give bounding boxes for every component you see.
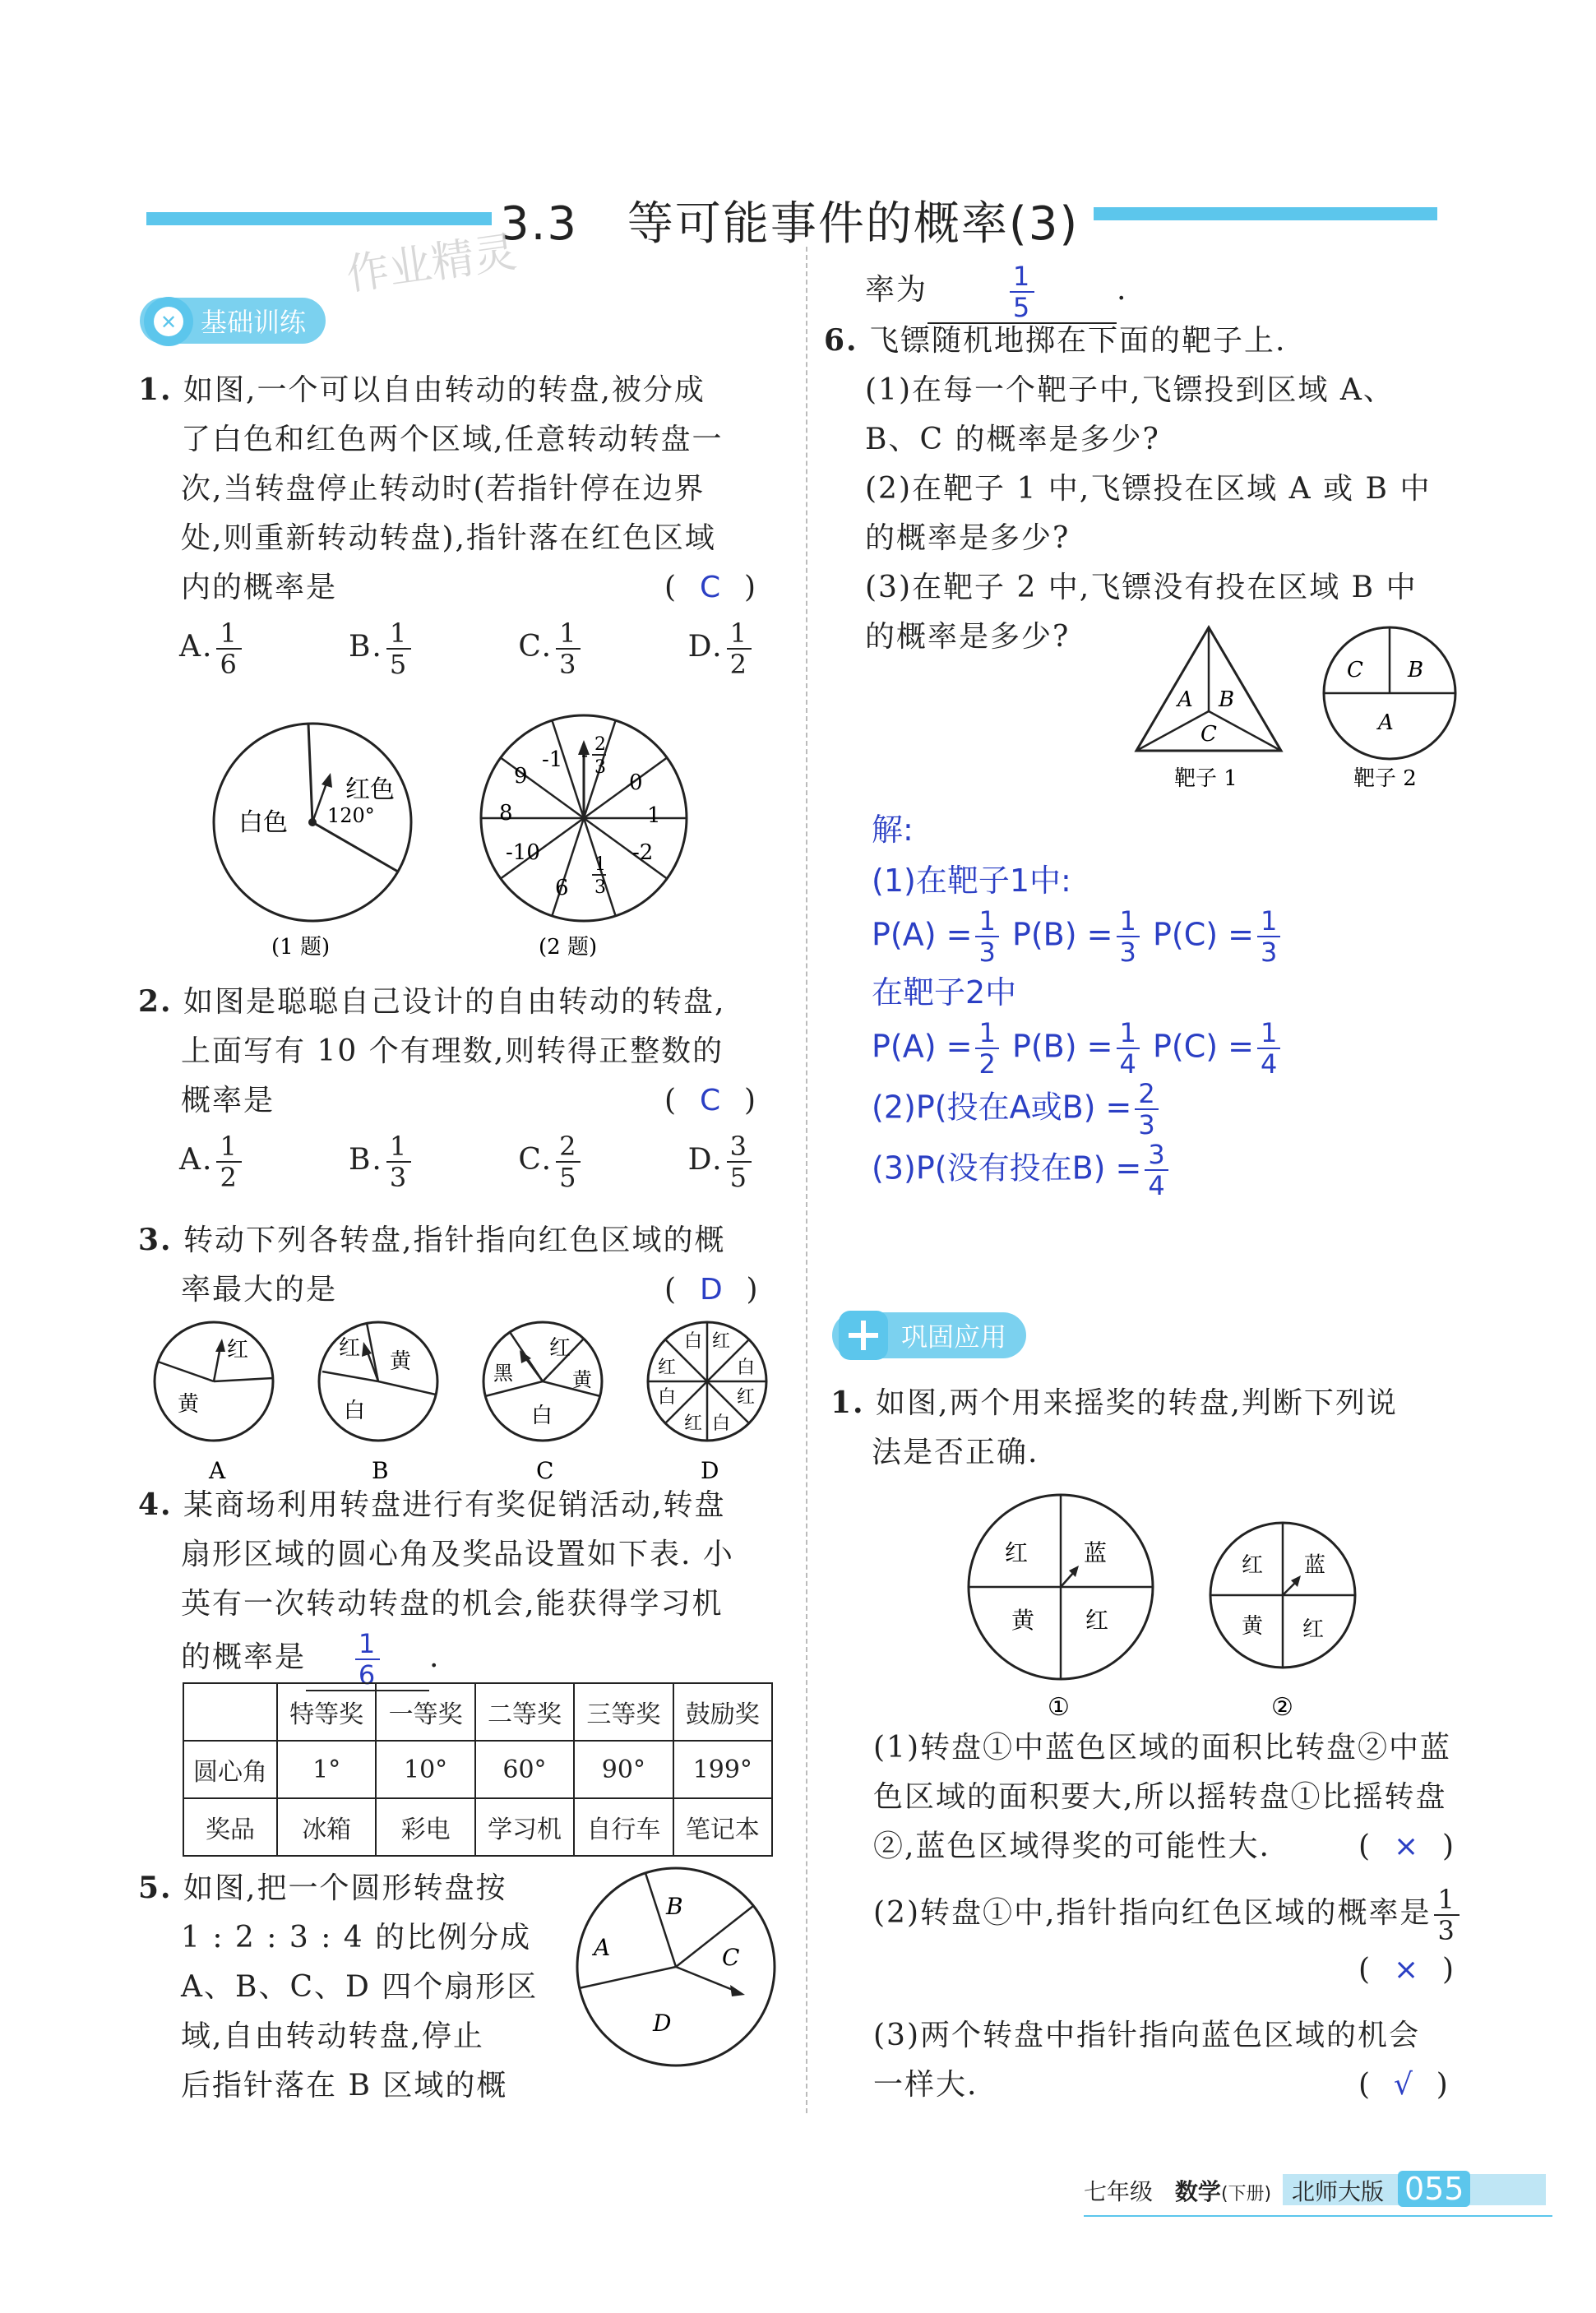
- question-5: [138, 1863, 566, 2111]
- q1-opt-d-label: D.: [687, 630, 724, 664]
- q2-opt-d-label: D.: [687, 1143, 724, 1177]
- q1-fig-white: 白色: [238, 808, 288, 837]
- q1-line-5: 内的概率是: [181, 571, 338, 604]
- q2-frac2-d: 3: [594, 877, 606, 898]
- q2-opt-a-d: 2: [220, 1162, 238, 1193]
- q3b-r1: 黄: [390, 1349, 412, 1374]
- question-1: [138, 365, 779, 613]
- q6-line-2: (1)在每一个靶子中,飞镖投到区域 A、: [865, 373, 1395, 407]
- solution-line-2: 在靶子2中: [872, 974, 1017, 1011]
- apply-q1-line-2: 法是否正确.: [872, 1436, 1039, 1469]
- t1-pc-n: 1: [1257, 906, 1280, 937]
- q5-answer-n: 1: [1010, 261, 1034, 293]
- table-cell: 60°: [475, 1741, 574, 1798]
- apply-s1-line-1: (1)转盘①中蓝色区域的面积比转盘②中蓝: [873, 1731, 1451, 1765]
- q1-option-b[interactable]: [349, 618, 414, 679]
- t2-b: B: [1408, 658, 1424, 682]
- q2-num-6: 6: [555, 876, 569, 900]
- q3c-r2: 黄: [572, 1368, 592, 1391]
- apply-s1-line-2: 色区域的面积要大,所以摇转盘①比摇转盘: [873, 1780, 1447, 1814]
- t1-pa: P(A) =: [872, 916, 973, 953]
- q4-number: 4.: [138, 1487, 173, 1522]
- q1-fig-caption: (1 题): [271, 935, 331, 960]
- q1-line-2: 了白色和红色两个区域,任意转动转盘一: [181, 423, 724, 456]
- s2-r0: 红: [1242, 1553, 1264, 1578]
- q2-num-8: 8: [499, 801, 513, 826]
- t1-caption: 靶子 1: [1174, 766, 1237, 791]
- q2-opt-d-d: 5: [729, 1162, 748, 1193]
- q5-line-cont: 率为: [865, 273, 928, 307]
- apply-s2-answer: ×: [1393, 1953, 1421, 1987]
- table-cell: 199°: [673, 1741, 772, 1798]
- t2-c: C: [1347, 658, 1363, 682]
- t2-pc: P(C) =: [1152, 1028, 1254, 1065]
- q1-line-4: 处,则重新转动转盘),指针落在红色区域: [181, 521, 716, 555]
- footer-grade: 七年级: [1084, 2178, 1154, 2205]
- t1-pc-d: 3: [1260, 937, 1278, 968]
- p2-n: 2: [1135, 1079, 1158, 1110]
- q3d-r6: 白: [658, 1387, 677, 1408]
- apply-q1-number: 1.: [830, 1385, 865, 1420]
- q2-opt-a-label: A.: [179, 1143, 214, 1177]
- q1-option-c[interactable]: [518, 618, 584, 679]
- page-number: 055: [1398, 2171, 1471, 2207]
- q1-opt-b-d: 5: [389, 649, 409, 680]
- q2-line-3: 概率是: [181, 1084, 275, 1117]
- q5-fig-c: C: [722, 1944, 740, 1971]
- basic-banner: [140, 298, 326, 344]
- t1-pa-n: 1: [975, 906, 998, 937]
- q2-figure: [473, 707, 695, 970]
- solution-title: 解:: [872, 812, 914, 848]
- q3d-r7: 红: [658, 1358, 677, 1378]
- q1-opt-c-n: 1: [556, 618, 581, 650]
- s1-r0: 红: [1005, 1539, 1029, 1566]
- q3-spinners: [148, 1314, 789, 1495]
- q2-number: 2.: [138, 984, 173, 1019]
- q3c-r1: 黑: [493, 1362, 513, 1385]
- apply-s1-bracket: ( × ): [1358, 1830, 1456, 1863]
- q2-opt-b-n: 1: [386, 1131, 411, 1163]
- table-row: [183, 1741, 772, 1798]
- spoke-line: [552, 818, 584, 916]
- t2-pb-n: 1: [1117, 1018, 1140, 1049]
- q6-line-7: 的概率是多少?: [865, 620, 1071, 654]
- apply-s3-bracket: ( √ ): [1358, 2068, 1450, 2102]
- q1-opt-b-n: 1: [386, 618, 411, 650]
- q1-opt-a-label: A.: [179, 630, 214, 664]
- q3c-r0: 红: [549, 1336, 571, 1361]
- footer: [1084, 2171, 1470, 2207]
- q4-line-3: 英有一次转动转盘的机会,能获得学习机: [181, 1587, 724, 1621]
- apply-s2-d: 3: [1437, 1915, 1456, 1946]
- q2-num-0: 0: [629, 770, 643, 795]
- apply-question-1: [830, 1378, 1488, 1478]
- solution-p2: [872, 1079, 1284, 1140]
- q1-fig-red: 红色: [345, 775, 395, 804]
- table-cell: 90°: [574, 1741, 673, 1798]
- t1-pb-d: 3: [1119, 937, 1136, 968]
- q5-line-1: 如图,把一个圆形转盘按: [183, 1871, 507, 1905]
- p2-d: 3: [1138, 1109, 1155, 1140]
- table-cell: 1°: [277, 1741, 376, 1798]
- q1-opt-b-label: B.: [348, 630, 383, 664]
- prize-table: [183, 1682, 773, 1857]
- apply-q1-line-1: 如图,两个用来摇奖的转盘,判断下列说: [876, 1386, 1398, 1420]
- q2-num-1: 1: [647, 803, 661, 828]
- q3a-label: A: [209, 1457, 226, 1484]
- table-cell: 鼓励奖: [673, 1683, 772, 1741]
- q3-number: 3.: [138, 1223, 173, 1257]
- target-1: [1136, 627, 1281, 791]
- footer-subject: 数学: [1174, 2178, 1221, 2205]
- q5-figure: [569, 1860, 783, 2074]
- basic-banner-label: 基础训练: [201, 307, 307, 338]
- q2-opt-c-label: C.: [518, 1143, 553, 1177]
- q2-frac1-sign: -: [581, 743, 589, 766]
- spinner-2: [1210, 1523, 1355, 1722]
- q2-answer: C: [699, 1084, 723, 1117]
- table-cell: 10°: [376, 1741, 474, 1798]
- s1-caption: ①: [1048, 1693, 1070, 1722]
- q3-spinner-c: [483, 1322, 602, 1484]
- t2-pb: P(B) =: [1011, 1028, 1113, 1065]
- page-title: [500, 187, 1079, 253]
- p3-d: 4: [1148, 1170, 1165, 1201]
- q6-line-4: (2)在靶子 1 中,飞镖投在区域 A 或 B 中: [865, 472, 1432, 506]
- q2-frac1-d: 3: [594, 757, 606, 778]
- question-6: [824, 316, 1482, 662]
- table-cell: 冰箱: [277, 1798, 376, 1856]
- q5-line-4: 域,自由转动转盘,停止: [181, 2019, 484, 2053]
- q5-fig-a: A: [594, 1934, 611, 1961]
- q4-line-2: 扇形区域的圆心角及奖品设置如下表. 小: [181, 1538, 734, 1571]
- q5-line-5: 后指针落在 B 区域的概: [181, 2069, 508, 2103]
- apply-s1-answer: ×: [1393, 1830, 1421, 1863]
- q3c-r3: 白: [531, 1404, 553, 1428]
- apply-s2-bracket: ( × ): [1358, 1953, 1456, 1987]
- q1-opt-d-d: 2: [729, 649, 748, 680]
- apply-s1-line-3: ②,蓝色区域得奖的可能性大.: [873, 1830, 1270, 1863]
- q4-answer-d: 6: [358, 1659, 377, 1691]
- q3d-label: D: [701, 1457, 719, 1484]
- q6-targets: [1126, 621, 1472, 802]
- q2-frac1-n: 2: [594, 734, 606, 755]
- apply-banner-label: 巩固应用: [901, 1321, 1007, 1353]
- q3-spinner-b: [319, 1322, 437, 1484]
- q2-opt-b-d: 3: [389, 1162, 409, 1193]
- footer-line: [1084, 2215, 1552, 2217]
- table-cell: 彩电: [376, 1798, 474, 1856]
- q2-num-neg10: -10: [506, 840, 540, 865]
- table-cell: 三等奖: [574, 1683, 673, 1741]
- q2-option-b[interactable]: [349, 1131, 414, 1192]
- t2-pc-d: 4: [1260, 1048, 1278, 1080]
- q6-number: 6.: [824, 323, 858, 358]
- solution-p3: [872, 1140, 1284, 1200]
- apply-banner: [832, 1312, 1026, 1358]
- q2-opt-a-n: 1: [216, 1131, 241, 1163]
- solution-t2: [872, 1018, 1284, 1079]
- apply-statement-3: [873, 2011, 1482, 2110]
- title-bar-left: [146, 212, 492, 225]
- t2-pb-d: 4: [1119, 1048, 1136, 1080]
- t2-pa-n: 1: [975, 1018, 998, 1049]
- q2-option-d[interactable]: [688, 1131, 755, 1192]
- q2-line-2: 上面写有 10 个有理数,则转得正整数的: [181, 1034, 724, 1068]
- q3-answer: D: [699, 1273, 724, 1307]
- p3-label: (3)P(没有投在B) =: [872, 1150, 1142, 1187]
- q2-num-neg1: -1: [542, 747, 563, 772]
- q2-option-c[interactable]: [518, 1131, 584, 1192]
- q2-opt-b-label: B.: [348, 1143, 383, 1177]
- s1-r2: 黄: [1011, 1607, 1035, 1634]
- q3a-r1: 黄: [178, 1392, 200, 1417]
- s2-caption: ②: [1271, 1693, 1293, 1722]
- table-row: [183, 1683, 772, 1741]
- t2-a: A: [1378, 710, 1394, 735]
- q2-frac2-n: 1: [594, 854, 606, 875]
- apply-spinners: [954, 1480, 1381, 1727]
- q1-number: 1.: [138, 372, 173, 407]
- s1-r1: 蓝: [1084, 1539, 1108, 1566]
- table-cell: 圆心角: [183, 1741, 277, 1798]
- q3-spinner-d: [648, 1322, 766, 1484]
- q1-line-3: 次,当转盘停止转动时(若指针停在边界: [181, 472, 705, 506]
- q3d-r2: 白: [737, 1358, 756, 1378]
- q1-opt-d-n: 1: [727, 618, 752, 650]
- q2-opt-c-n: 2: [556, 1131, 581, 1163]
- t1-pa-d: 3: [978, 937, 996, 968]
- q5-line-3: A、B、C、D 四个扇形区: [181, 1970, 539, 2004]
- q3-line-2: 率最大的是: [181, 1273, 338, 1307]
- t2-pa-d: 2: [978, 1048, 996, 1080]
- q3d-r4: 白: [712, 1413, 731, 1434]
- q2-num-9: 9: [514, 764, 528, 789]
- t2-pa: P(A) =: [872, 1028, 973, 1065]
- q1-figure: [206, 715, 419, 978]
- q2-line-1: 如图是聪聪自己设计的自由转动的转盘,: [183, 985, 726, 1019]
- spinner-1: [969, 1495, 1153, 1722]
- s1-r3: 红: [1085, 1607, 1109, 1634]
- table-row: [183, 1798, 772, 1856]
- q6-line-1: 飞镖随机地掷在下面的靶子上.: [869, 324, 1287, 358]
- apply-s2-line: (2)转盘①中,指针指向红色区域的概率是: [873, 1896, 1432, 1930]
- t1-c: C: [1200, 722, 1217, 747]
- apply-s2-n: 1: [1434, 1885, 1459, 1916]
- q6-line-6: (3)在靶子 2 中,飞镖没有投在区域 B 中: [865, 571, 1418, 604]
- q2-options: [179, 1131, 755, 1192]
- q1-opt-a-d: 6: [220, 649, 238, 680]
- apply-s3-line-1: (3)两个转盘中指针指向蓝色区域的机会: [873, 2019, 1420, 2052]
- q3-line-1: 转动下列各转盘,指针指向红色区域的概: [183, 1224, 726, 1257]
- q2-opt-d-n: 3: [727, 1131, 752, 1163]
- footer-edition: 北师大版: [1292, 2178, 1385, 2205]
- title-bar-right: [1094, 207, 1437, 220]
- q1-opt-c-label: C.: [518, 630, 553, 664]
- q3d-r3: 红: [737, 1387, 756, 1408]
- q5-continuation: 率为 $\frac{1}{5}$ .: [865, 261, 1128, 323]
- q1-option-a[interactable]: [179, 618, 245, 679]
- s2-r3: 红: [1302, 1617, 1325, 1642]
- q3d-r0: 白: [684, 1331, 703, 1352]
- footer-volume: (下册): [1220, 2184, 1272, 2204]
- p3-n: 3: [1145, 1140, 1168, 1171]
- t1-b: B: [1219, 687, 1235, 712]
- q1-opt-c-d: 3: [559, 649, 578, 680]
- table-cell: 一等奖: [376, 1683, 474, 1741]
- flower-icon: [140, 293, 197, 350]
- table-cell: 笔记本: [673, 1798, 772, 1856]
- q3d-r5: 红: [684, 1413, 703, 1434]
- q1-bracket: ( C ): [664, 571, 758, 604]
- q5-fig-d: D: [653, 2010, 672, 2037]
- lattice-icon: [832, 1304, 898, 1367]
- table-cell: [183, 1683, 277, 1741]
- table-cell: 奖品: [183, 1798, 277, 1856]
- q5-answer-d: 5: [1012, 292, 1032, 323]
- q1-fig-angle: 120°: [327, 804, 375, 827]
- q3c-label: C: [536, 1457, 554, 1484]
- column-divider: [806, 247, 807, 2113]
- q3b-label: B: [372, 1457, 389, 1484]
- table-cell: 自行车: [574, 1798, 673, 1856]
- svg-text:✕: ✕: [160, 311, 178, 334]
- t2-caption: 靶子 2: [1353, 766, 1417, 791]
- s2-r2: 黄: [1242, 1614, 1264, 1639]
- watermark: 作业精灵: [343, 227, 520, 301]
- q3a-r0: 红: [227, 1338, 249, 1362]
- s2-r1: 蓝: [1304, 1553, 1326, 1578]
- t1-pc: P(C) =: [1152, 916, 1254, 953]
- question-4: 4. 某商场利用转盘进行有奖促销活动,转盘 扇形区域的圆心角及奖品设置如下表. 小 英有一次转动转盘的机会,能获得学习机 的概率是 $\frac{1}{6}$ .: [138, 1480, 779, 1691]
- q2-bracket: ( C ): [664, 1084, 758, 1117]
- table-cell: 学习机: [475, 1798, 574, 1856]
- q1-answer: C: [699, 571, 723, 604]
- target-2: [1324, 627, 1455, 791]
- section-title: 等可能事件的概率(3): [627, 197, 1080, 251]
- question-2: [138, 977, 779, 1126]
- section-number: 3.3: [500, 197, 579, 251]
- q4-line-4: 的概率是: [181, 1640, 307, 1674]
- q6-line-3: B、C 的概率是多少?: [865, 423, 1160, 456]
- q2-option-a[interactable]: [179, 1131, 245, 1192]
- q2-num-neg2: -2: [632, 840, 654, 865]
- q2-opt-c-d: 5: [559, 1162, 578, 1193]
- t1-pb-n: 1: [1117, 906, 1140, 937]
- table-cell: 二等奖: [475, 1683, 574, 1741]
- q6-solution: [872, 804, 1284, 1200]
- q3b-r2: 白: [344, 1399, 366, 1423]
- q1-line-1: 如图,一个可以自由转动的转盘,被分成: [183, 373, 705, 407]
- q1-option-d[interactable]: [688, 618, 755, 679]
- table-cell: 特等奖: [277, 1683, 376, 1741]
- p2-label: (2)P(投在A或B) =: [872, 1089, 1132, 1126]
- q3-spinner-a: [155, 1322, 273, 1484]
- apply-statement-2: [873, 1885, 1498, 1995]
- q3d-r1: 红: [712, 1331, 731, 1352]
- apply-s3-line-2: 一样大.: [873, 2068, 978, 2102]
- solution-line-1: (1)在靶子1中:: [872, 863, 1071, 899]
- q4-answer-n: 1: [355, 1629, 380, 1660]
- q6-line-5: 的概率是多少?: [865, 521, 1071, 555]
- q4-line-1: 某商场利用转盘进行有奖促销活动,转盘: [183, 1488, 726, 1522]
- q1-opt-a-n: 1: [216, 618, 241, 650]
- apply-statement-1: [873, 1723, 1482, 1871]
- q1-options: [179, 618, 755, 679]
- q3-bracket: ( D ): [664, 1273, 760, 1307]
- q5-answer-blank[interactable]: [928, 261, 1117, 324]
- q5-number: 5.: [138, 1871, 173, 1905]
- q5-fig-b: B: [666, 1893, 683, 1920]
- q3b-r0: 红: [339, 1336, 361, 1361]
- solution-t1: [872, 906, 1284, 967]
- t2-pc-n: 1: [1257, 1018, 1280, 1049]
- apply-s3-answer: √: [1393, 2068, 1414, 2102]
- question-3: [138, 1215, 779, 1315]
- t1-a: A: [1177, 687, 1193, 712]
- t1-pb: P(B) =: [1011, 916, 1113, 953]
- q5-line-2: 1 : 2 : 3 : 4 的比例分成: [181, 1921, 532, 1954]
- q2-fig-caption: (2 题): [539, 935, 598, 960]
